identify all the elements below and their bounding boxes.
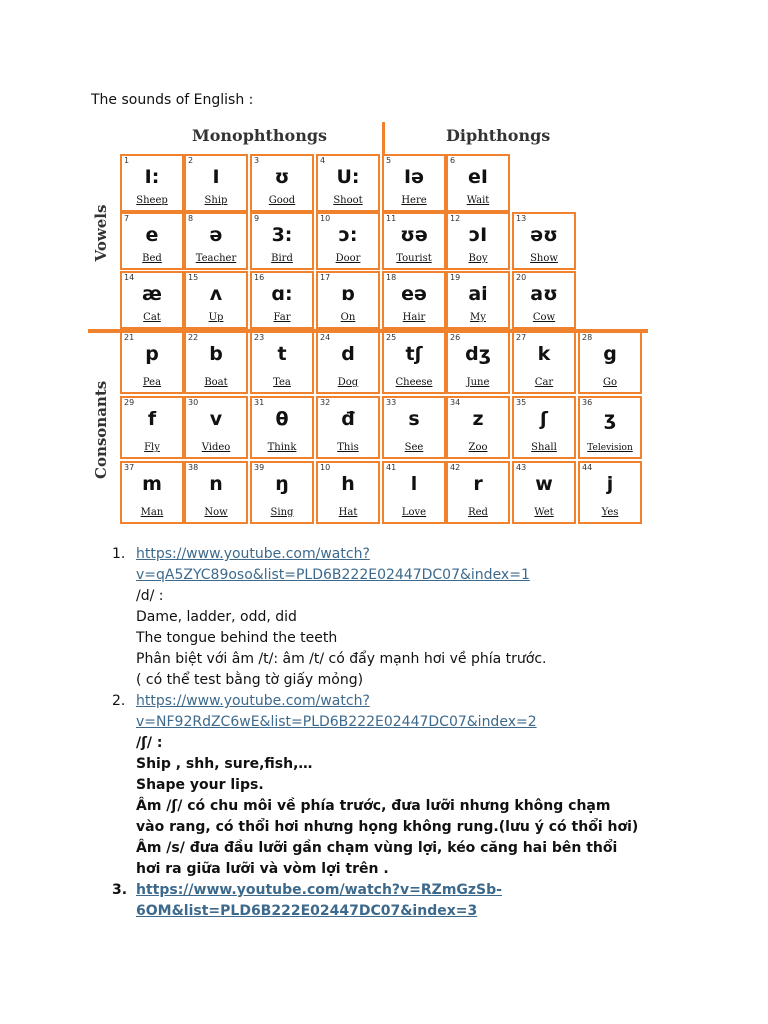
ipa-cell: [382, 154, 446, 212]
example-word: Bird: [271, 253, 293, 264]
ipa-symbol: ɔI: [468, 224, 488, 246]
ipa-cell: [382, 271, 446, 329]
ipa-cell: [250, 331, 314, 394]
ipa-cell: [250, 212, 314, 270]
cell-number: 26: [450, 333, 461, 342]
example-word: June: [466, 377, 490, 388]
example-word: Tourist: [396, 253, 432, 264]
example-word: Television: [587, 443, 633, 453]
ipa-cell: [184, 212, 248, 270]
list-item-2: [112, 691, 752, 880]
ipa-symbol: eə: [401, 283, 427, 305]
example-word: Good: [268, 195, 296, 206]
example-word: Cheese: [395, 377, 433, 388]
ipa-symbol: j: [606, 473, 614, 495]
ipa-symbol: ɔ:: [338, 224, 358, 246]
ipa-symbol: r: [473, 473, 483, 495]
ipa-cell: [578, 331, 642, 394]
list-marker: 3.: [112, 882, 128, 898]
ipa-cell: [184, 331, 248, 394]
document-title: The sounds of English :: [91, 92, 254, 108]
example-word: Zoo: [468, 442, 488, 453]
example-word: Teacher: [195, 253, 237, 264]
cell-number: 38: [188, 463, 199, 472]
ipa-symbol: I:: [144, 166, 160, 188]
ipa-cell: [382, 212, 446, 270]
note-line: hơi ra giữa lưỡi và vòm lợi trên .: [136, 861, 389, 877]
list-item-1: [112, 544, 752, 691]
ipa-cell: [512, 461, 576, 524]
ipa-symbol: 3:: [271, 224, 293, 246]
cell-number: 33: [386, 398, 397, 407]
cell-number: 19: [450, 273, 461, 282]
example-word: Video: [201, 442, 231, 453]
ipa-symbol: d: [341, 343, 355, 365]
ipa-symbol: ʊə: [400, 224, 428, 246]
ipa-symbol: Iə: [404, 166, 424, 188]
ipa-cell: [382, 396, 446, 459]
cell-number: 44: [582, 463, 593, 472]
example-word: Car: [534, 377, 554, 388]
ipa-cell: [578, 461, 642, 524]
ipa-cell: [316, 271, 380, 329]
cell-number: 11: [386, 214, 397, 223]
ipa-cell: [316, 331, 380, 394]
ipa-cell: [446, 331, 510, 394]
example-word: Shoot: [333, 195, 363, 206]
example-word: Ship: [204, 195, 228, 206]
cell-number: 42: [450, 463, 461, 472]
cell-number: 24: [320, 333, 331, 342]
ipa-symbol: n: [209, 473, 223, 495]
cell-number: 20: [516, 273, 527, 282]
monophthongs-header: Monophthongs: [192, 126, 328, 145]
cell-number: 31: [254, 398, 265, 407]
note-line: Âm /ʃ/ có chu môi về phía trước, đưa lưỡi nhưng không chạm: [136, 798, 611, 814]
ipa-symbol: t: [277, 343, 287, 365]
note-line: Âm /s/ đưa đầu lưỡi gần chạm vùng lợi, kéo căng hai bên thổi: [136, 840, 618, 856]
example-word: Dog: [337, 377, 359, 388]
example-word: Shall: [531, 442, 557, 453]
ipa-symbol: ə: [209, 224, 223, 246]
youtube-link-3[interactable]: https://www.youtube.com/watch?v=RZmGzSb- 6OM&list=PLD6B222E02447DC07&index=3: [136, 882, 502, 919]
cell-number: 27: [516, 333, 527, 342]
note-line: vào rang, có thổi hơi nhưng họng không rung.(lưu ý có thổi hơi): [136, 819, 639, 835]
ipa-cell: [120, 396, 184, 459]
ipa-cell: [578, 396, 642, 459]
example-word: My: [470, 312, 486, 323]
example-word: Show: [530, 253, 558, 264]
ipa-chart: [88, 122, 648, 532]
cell-number: 37: [124, 463, 135, 472]
ipa-symbol: h: [341, 473, 355, 495]
ipa-symbol: aʊ: [530, 283, 558, 305]
note-line: Dame, ladder, odd, did: [136, 609, 297, 625]
ipa-cell: [120, 212, 184, 270]
cell-number: 5: [386, 156, 392, 165]
example-word: Now: [204, 507, 228, 518]
example-word: Cat: [143, 312, 161, 323]
list-item-3: [112, 880, 752, 922]
ipa-symbol: m: [142, 473, 162, 495]
cell-number: 7: [124, 214, 130, 223]
ipa-cell: [316, 212, 380, 270]
ipa-symbol: f: [147, 408, 157, 430]
ipa-symbol: eI: [468, 166, 488, 188]
ipa-cell: [446, 212, 510, 270]
cell-number: 22: [188, 333, 199, 342]
ipa-cell: [512, 396, 576, 459]
header-divider: [382, 122, 385, 154]
cell-number: 28: [582, 333, 593, 342]
note-line: /ʃ/ :: [136, 735, 163, 751]
example-word: Door: [335, 253, 361, 264]
note-line: The tongue behind the teeth: [136, 630, 338, 646]
ipa-cell: [446, 154, 510, 212]
ipa-symbol: e: [145, 224, 159, 246]
ipa-symbol: z: [472, 408, 484, 430]
cell-number: 10: [320, 214, 331, 223]
ipa-cell: [250, 461, 314, 524]
cell-number: 1: [124, 156, 130, 165]
ipa-cell: [184, 396, 248, 459]
ipa-cell: [250, 271, 314, 329]
ipa-symbol: p: [145, 343, 159, 365]
example-word: Love: [401, 507, 427, 518]
ipa-symbol: ɑ:: [271, 283, 293, 305]
example-word: Think: [267, 442, 297, 453]
cell-number: 35: [516, 398, 527, 407]
cell-number: 9: [254, 214, 260, 223]
cell-number: 25: [386, 333, 397, 342]
example-word: Up: [208, 312, 224, 323]
example-word: Hair: [402, 312, 426, 323]
ipa-cell: [446, 396, 510, 459]
ipa-cell: [120, 154, 184, 212]
example-word: Hat: [338, 507, 358, 518]
cell-number: 10: [320, 463, 331, 472]
cell-number: 32: [320, 398, 331, 407]
example-word: Cow: [532, 312, 556, 323]
video-list: [112, 544, 752, 922]
ipa-symbol: I: [212, 166, 220, 188]
note-line: Phân biệt với âm /t/: âm /t/ có đẩy mạnh hơi về phía trước.: [136, 651, 547, 667]
cell-number: 29: [124, 398, 135, 407]
cell-number: 3: [254, 156, 260, 165]
cell-number: 34: [450, 398, 461, 407]
example-word: Boat: [204, 377, 228, 388]
consonants-label: Consonants: [92, 380, 110, 479]
ipa-cell: [120, 461, 184, 524]
ipa-symbol: b: [209, 343, 223, 365]
cell-number: 14: [124, 273, 135, 282]
ipa-symbol: tʃ: [405, 343, 423, 365]
ipa-cell: [446, 271, 510, 329]
diphthongs-header: Diphthongs: [446, 126, 551, 145]
cell-number: 17: [320, 273, 331, 282]
note-line: Ship , shh, sure,fish,…: [136, 756, 313, 772]
ipa-symbol: ai: [468, 283, 488, 305]
note-line: ( có thể test bằng tờ giấy mỏng): [136, 672, 364, 688]
ipa-symbol: s: [408, 408, 420, 430]
cell-number: 36: [582, 398, 593, 407]
example-word: Sing: [270, 507, 294, 518]
ipa-cell: [120, 271, 184, 329]
example-word: Tea: [273, 377, 291, 388]
cell-number: 13: [516, 214, 527, 223]
ipa-symbol: v: [209, 408, 223, 430]
ipa-symbol: ʃ: [540, 408, 548, 430]
ipa-symbol: θ: [275, 408, 289, 430]
cell-number: 6: [450, 156, 456, 165]
ipa-symbol: əʊ: [530, 224, 558, 246]
ipa-symbol: ʒ: [603, 408, 617, 430]
ipa-cell: [184, 154, 248, 212]
example-word: This: [337, 442, 359, 453]
example-word: Go: [602, 377, 617, 388]
example-word: Bed: [142, 253, 162, 264]
cell-number: 2: [188, 156, 194, 165]
cell-number: 23: [254, 333, 265, 342]
ipa-cell: [446, 461, 510, 524]
ipa-symbol: U:: [336, 166, 360, 188]
ipa-cell: [382, 331, 446, 394]
ipa-symbol: ʊ: [274, 166, 290, 188]
ipa-symbol: k: [537, 343, 551, 365]
note-line: Shape your lips.: [136, 777, 264, 793]
example-word: Wait: [466, 195, 490, 206]
list-marker: 1.: [112, 546, 126, 562]
cell-number: 8: [188, 214, 194, 223]
example-word: Sheep: [136, 195, 168, 206]
example-word: Wet: [534, 507, 554, 518]
ipa-cell: [382, 461, 446, 524]
ipa-cell: [316, 396, 380, 459]
ipa-symbol: ɒ: [341, 283, 355, 305]
ipa-cell: [512, 212, 576, 270]
ipa-symbol: g: [603, 343, 617, 365]
list-marker: 2.: [112, 693, 126, 709]
example-word: Boy: [468, 253, 488, 264]
cell-number: 39: [254, 463, 265, 472]
cell-number: 30: [188, 398, 199, 407]
ipa-symbol: æ: [142, 283, 162, 305]
ipa-cell: [250, 154, 314, 212]
cell-number: 43: [516, 463, 527, 472]
example-word: Pea: [142, 377, 162, 388]
youtube-link-2[interactable]: https://www.youtube.com/watch? v=NF92RdZC6wE&list=PLD6B222E02447DC07&index=2: [136, 693, 537, 730]
ipa-symbol: w: [535, 473, 553, 495]
cell-number: 18: [386, 273, 397, 282]
cell-number: 15: [188, 273, 199, 282]
ipa-cell: [316, 154, 380, 212]
ipa-symbol: l: [410, 473, 418, 495]
youtube-link-1[interactable]: https://www.youtube.com/watch? v=qA5ZYC89oso&list=PLD6B222E02447DC07&index=1: [136, 546, 530, 583]
example-word: Fly: [144, 442, 160, 453]
ipa-cell: [184, 461, 248, 524]
ipa-symbol: dʒ: [465, 343, 491, 365]
cell-number: 16: [254, 273, 265, 282]
example-word: See: [404, 442, 424, 453]
ipa-symbol: đ: [341, 408, 355, 430]
ipa-cell: [250, 396, 314, 459]
example-word: Far: [273, 312, 291, 323]
ipa-cell: [512, 271, 576, 329]
cell-number: 12: [450, 214, 461, 223]
ipa-cell: [316, 461, 380, 524]
example-word: Man: [140, 507, 164, 518]
example-word: Yes: [601, 507, 619, 518]
example-word: On: [340, 312, 356, 323]
ipa-cell: [184, 271, 248, 329]
note-line: /d/ :: [136, 588, 164, 604]
ipa-cell: [512, 331, 576, 394]
ipa-cell: [120, 331, 184, 394]
cell-number: 4: [320, 156, 326, 165]
cell-number: 21: [124, 333, 135, 342]
example-word: Here: [401, 195, 427, 206]
ipa-symbol: ŋ: [275, 473, 289, 495]
cell-number: 41: [386, 463, 397, 472]
example-word: Red: [468, 507, 488, 518]
ipa-symbol: ʌ: [209, 283, 223, 305]
vowels-label: Vowels: [92, 204, 110, 262]
